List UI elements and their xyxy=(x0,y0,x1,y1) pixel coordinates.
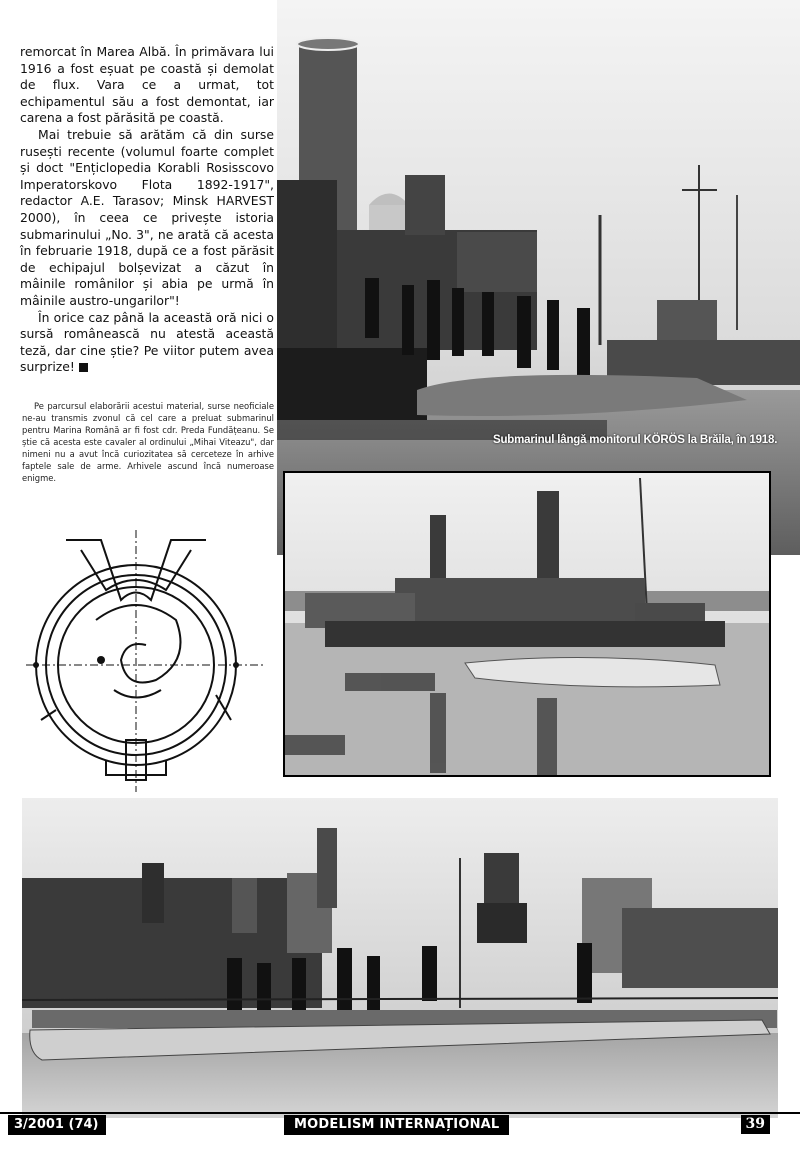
paragraph-2: Mai trebuie să arătăm că din surse rusești recente (volumul foarte complet și doct "Ențiclopedia Korabli Rosisscovo Imperatorskovo Flota 1892-1917", redactor A.E. Tarasov; Minsk HARVEST 2000), în ceea ce privește istoria submarinului „No. 3", ne arată că acesta în februarie 1918, după ce a fost părăsit de echipajul bolșevizat a căzut în mâinile românilor și abia pe urmă în mâinile austro-ungarilor"! xyxy=(20,126,274,308)
end-mark-icon xyxy=(79,363,88,372)
author-note xyxy=(22,400,274,484)
hull-cross-section-drawing xyxy=(26,530,264,792)
issue-label: 3/2001 (74) xyxy=(8,1115,106,1135)
article-text xyxy=(20,44,274,376)
paragraph-1: remorcat în Marea Albă. În primăvara lui 1916 a fost eșuat pe coastă și demolat de flux. Vara ce a urmat, tot echipamentul său a fost demontat, iar carena a fost părăsită pe coastă. xyxy=(20,44,274,126)
author-note-text: Pe parcursul elaborării acestui material, surse neoficiale ne-au transmis zvonul că cel care a preluat submarinul pentru Marina Română ar fi fost cdr. Preda Fundățeanu. Se știe că acesta este cavaler al ordinului „Mihai Viteazu", dar nimeni nu a avut încă curiozitatea să cerceteze în arhive faptele sale de arme. Arhivele ascund încă numeroase enigme. xyxy=(22,401,274,483)
photo-caption: Submarinul lângă monitorul KÖRÖS la Brăila, în 1918. xyxy=(493,434,778,446)
footer-rule xyxy=(0,1112,800,1114)
photo-submarine-river xyxy=(283,471,771,777)
photo-submarine-crew xyxy=(22,798,778,1118)
paragraph-3 xyxy=(20,310,274,376)
page-number: 39 xyxy=(741,1115,770,1134)
paragraph-3-text: În orice caz până la această oră nici o sursă românească nu atestă această teză, dar cine știe? Pe viitor putem avea surprize! xyxy=(20,309,274,375)
magazine-title: MODELISM INTERNAȚIONAL xyxy=(284,1115,509,1135)
